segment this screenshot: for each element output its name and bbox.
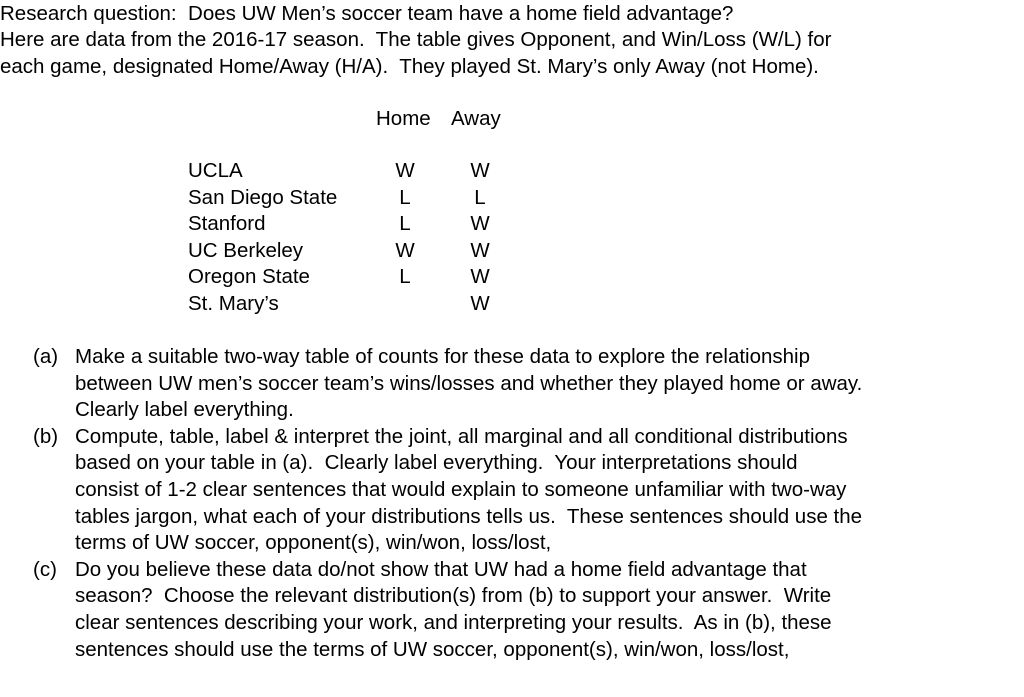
question-text-line: season? Choose the relevant distribution(s) from (b) to support your answer. Write [75, 584, 832, 608]
intro-line: Here are data from the 2016-17 season. The table gives Opponent, and Win/Loss (W/L) for [0, 28, 832, 51]
header-home: Home [376, 107, 431, 130]
intro-line: Research question: Does UW Men’s soccer team have a home field advantage? [0, 2, 734, 25]
opponent-name: UCLA [188, 159, 243, 182]
question-text-line: based on your table in (a). Clearly label everything. Your interpretations should [75, 451, 798, 475]
home-result: W [395, 238, 415, 262]
question-label: (b) [33, 424, 59, 448]
question-text-line: Clearly label everything. [75, 398, 294, 422]
question-label: (a) [33, 345, 59, 368]
home-result: L [399, 212, 411, 236]
opponent-name: UC Berkeley [188, 238, 304, 262]
away-result: W [470, 265, 490, 289]
question-text-line: tables jargon, what each of your distributions tells us. These sentences should use the [75, 504, 863, 528]
intro-line: each game, designated Home/Away (H/A). They played St. Mary’s only Away (not Home). [0, 55, 819, 78]
opponent-name: Oregon State [188, 265, 310, 289]
home-result: W [395, 159, 415, 182]
home-result: L [399, 265, 411, 289]
away-result: L [474, 185, 486, 209]
opponent-name: St. Mary’s [188, 292, 279, 315]
question-text-line: between UW men’s soccer team’s wins/losses and whether they played home or away. [75, 371, 863, 395]
question-text-line: terms of UW soccer, opponent(s), win/won, loss/lost, [75, 531, 552, 555]
away-result: W [470, 292, 490, 315]
question-text-line: Compute, table, label & interpret the joint, all marginal and all conditional distributions [75, 424, 848, 448]
away-result: W [470, 159, 490, 182]
question-text-line: consist of 1-2 clear sentences that would explain to someone unfamiliar with two-way [75, 478, 847, 501]
question-text-line: Make a suitable two-way table of counts for these data to explore the relationship [75, 345, 811, 368]
question-text-line: sentences should use the terms of UW soccer, opponent(s), win/won, loss/lost, [75, 637, 790, 661]
home-result: L [399, 185, 411, 209]
away-result: W [470, 238, 490, 262]
header-away: Away [451, 107, 501, 130]
question-text-line: clear sentences describing your work, and interpreting your results. As in (b), these [75, 611, 832, 634]
opponent-name: San Diego State [188, 185, 338, 209]
opponent-name: Stanford [188, 212, 266, 236]
away-result: W [470, 212, 490, 236]
question-text-line: Do you believe these data do/not show that UW had a home field advantage that [75, 557, 807, 581]
question-label: (c) [33, 557, 57, 581]
